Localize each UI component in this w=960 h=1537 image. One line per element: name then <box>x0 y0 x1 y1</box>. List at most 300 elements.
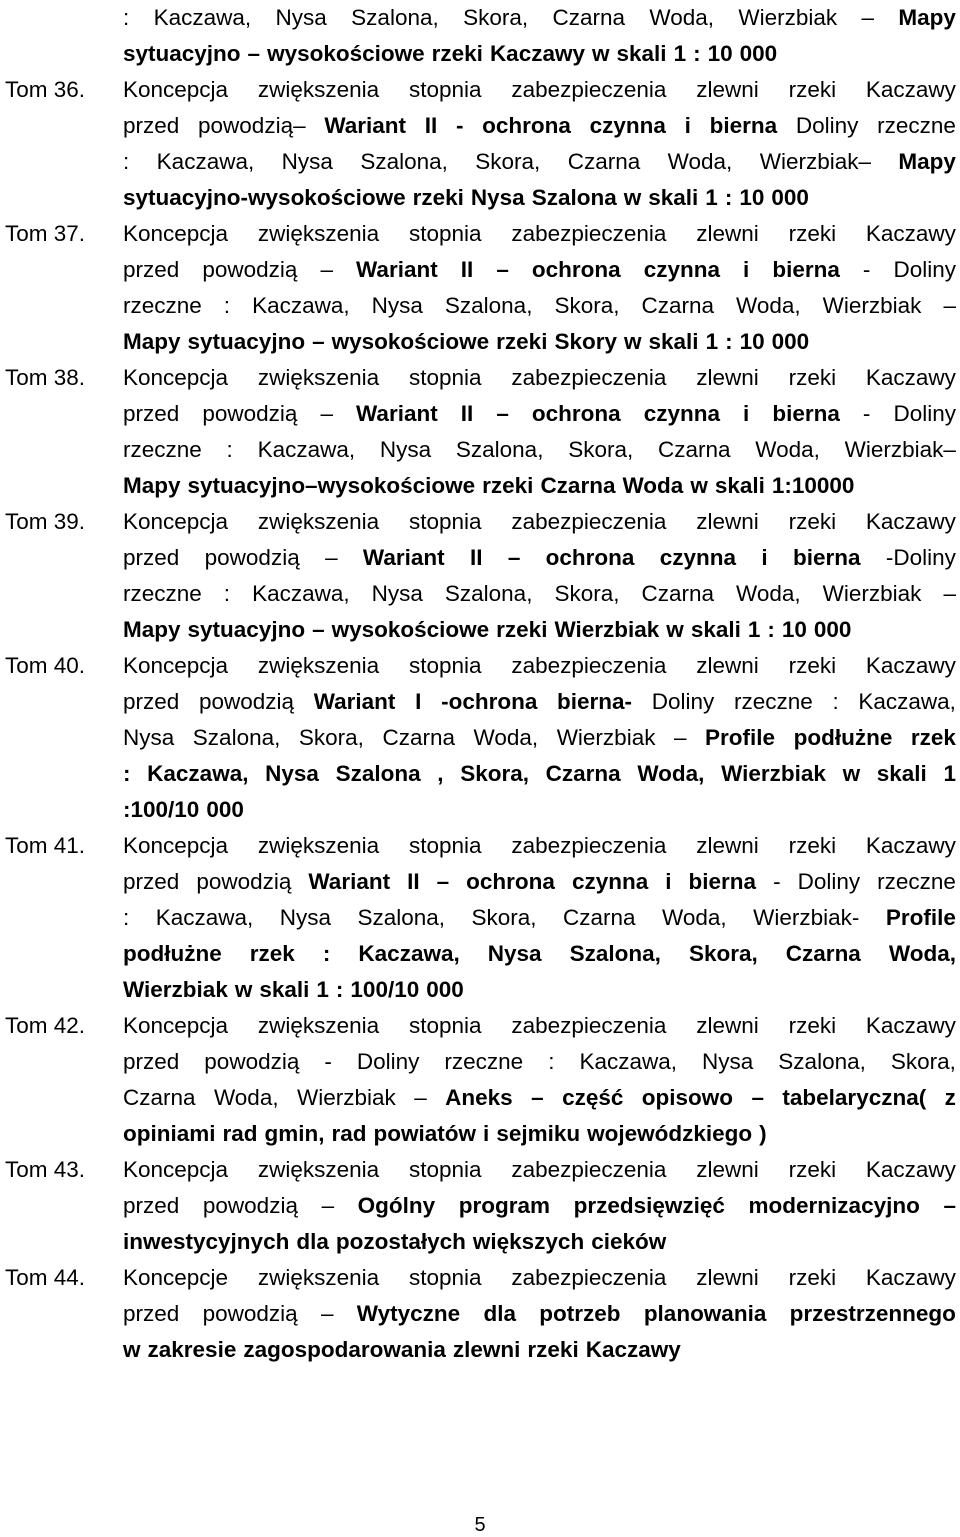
word: – <box>414 1085 427 1110</box>
word: sytuacyjno <box>187 329 306 354</box>
word: Skora, <box>568 437 634 462</box>
word: stopnia <box>408 833 482 858</box>
word: Wierzbiak– <box>759 149 871 174</box>
word: rzeki <box>412 185 464 210</box>
volume-text <box>123 396 956 432</box>
word: Kaczawy <box>865 221 956 246</box>
volume-text <box>123 1296 956 1332</box>
word: zakresie <box>147 1337 237 1362</box>
volume-text <box>123 612 956 648</box>
word: gmin, <box>264 1121 325 1146</box>
word: Woda, <box>637 761 705 786</box>
document-line <box>0 1188 960 1224</box>
word: Szalona, <box>357 905 446 930</box>
word: zagospodarowania <box>243 1337 446 1362</box>
word: Nysa <box>123 725 175 750</box>
word: i <box>665 869 672 894</box>
word: czynna <box>643 401 720 426</box>
word: powodzią <box>202 1193 298 1218</box>
word: Koncepcja <box>123 833 229 858</box>
word: Kaczawa, <box>858 689 956 714</box>
volume-text <box>123 792 956 828</box>
word: - <box>862 257 871 282</box>
word: skali <box>616 41 667 66</box>
word: – <box>312 329 325 354</box>
word: przed <box>123 1193 180 1218</box>
word: stopnia <box>408 365 482 390</box>
word: Skora, <box>890 1049 956 1074</box>
word: Skora, <box>298 725 364 750</box>
word: Skora, <box>471 905 537 930</box>
word: Kaczawy <box>865 653 956 678</box>
word: skali <box>876 761 927 786</box>
word: bierna <box>793 545 861 570</box>
word: ochrona <box>482 113 571 138</box>
word: 10 <box>739 329 765 354</box>
word: powodzią <box>202 401 298 426</box>
word: powodzią <box>196 869 292 894</box>
document-line <box>0 288 960 324</box>
word: Kaczawy <box>865 1157 956 1182</box>
word: rzeki <box>788 1013 837 1038</box>
word: Nysa <box>279 905 332 930</box>
word: - <box>773 869 781 894</box>
word: rzeki <box>788 221 837 246</box>
word: Woda, <box>213 1085 279 1110</box>
word: II <box>469 545 483 570</box>
word: skali <box>648 329 699 354</box>
word: Kaczawy <box>489 41 585 66</box>
word: przed <box>123 257 180 282</box>
word: zabezpieczenia <box>511 1157 667 1182</box>
volume-text <box>123 144 956 180</box>
word: Koncepcja <box>123 221 229 246</box>
word: z <box>944 1085 956 1110</box>
word: zwiększenia <box>257 1265 380 1290</box>
word: powodzią <box>204 545 300 570</box>
word: stopnia <box>408 653 482 678</box>
document-line <box>0 1296 960 1332</box>
word: - <box>862 401 871 426</box>
word: rzeki <box>482 473 534 498</box>
word: zwiększenia <box>257 1157 380 1182</box>
volume-text <box>123 936 956 972</box>
word: Mapy <box>898 149 956 174</box>
word: Kaczawy <box>865 365 956 390</box>
document-line <box>0 108 960 144</box>
word: rad <box>222 1121 258 1146</box>
word: i <box>761 545 768 570</box>
volume-text <box>123 1224 956 1260</box>
word: zlewni <box>696 1013 759 1038</box>
word: Wierzbiak <box>556 725 656 750</box>
word: – <box>496 401 509 426</box>
volume-text <box>123 684 956 720</box>
word: 1:10000 <box>771 473 855 498</box>
document-line <box>0 1116 960 1152</box>
word: przed <box>123 1049 180 1074</box>
document-line <box>0 864 960 900</box>
word: rzeczne <box>877 113 956 138</box>
word: i <box>483 1121 490 1146</box>
word: Doliny <box>893 401 956 426</box>
word: zlewni <box>696 1157 759 1182</box>
word: – <box>496 257 509 282</box>
word: – <box>312 617 325 642</box>
word: sytuacyjno <box>187 617 306 642</box>
word: Woda, <box>755 437 820 462</box>
word: przed <box>123 113 180 138</box>
word: zwiększenia <box>257 833 380 858</box>
document-line <box>0 828 960 864</box>
volume-label: Tom 42. <box>5 1013 86 1038</box>
volume-text <box>123 36 956 72</box>
volume-text <box>123 1332 956 1368</box>
volume-text <box>123 1152 956 1188</box>
word: opisowo <box>641 1085 734 1110</box>
word: Nysa <box>470 185 525 210</box>
word: – <box>321 1193 335 1218</box>
volume-text <box>123 1116 956 1152</box>
word: Nysa <box>275 5 327 30</box>
word: Wierzbiak <box>822 293 922 318</box>
word: 1 <box>705 329 719 354</box>
word: Kaczawa, <box>252 293 350 318</box>
word: dla <box>483 1301 516 1326</box>
volume-text <box>123 468 956 504</box>
word: Woda, <box>662 905 727 930</box>
word: Kaczawa, <box>257 437 356 462</box>
word: ochrona <box>545 545 635 570</box>
word: Koncepcja <box>123 653 229 678</box>
word: 000 <box>813 617 852 642</box>
volume-text <box>123 1188 956 1224</box>
word: Kaczawy <box>865 833 956 858</box>
word: rzeczne <box>444 1049 524 1074</box>
word: Mapy <box>123 329 181 354</box>
word: Wierzbiak <box>721 761 826 786</box>
word: : <box>226 437 233 462</box>
word: Szalona <box>335 761 421 786</box>
word: Doliny <box>651 689 715 714</box>
word: rzeczne <box>877 869 956 894</box>
word: Woda, <box>667 149 733 174</box>
word: wysokościowe <box>267 41 425 66</box>
word: stopnia <box>408 77 482 102</box>
volume-text <box>123 504 956 540</box>
word: rzeczne <box>733 689 813 714</box>
word: Aneks <box>445 1085 513 1110</box>
word: Doliny <box>795 113 859 138</box>
word: wojewódzkiego <box>587 1121 753 1146</box>
word: Mapy <box>123 617 181 642</box>
word: Mapy <box>898 5 956 30</box>
word: i <box>743 257 750 282</box>
word: w <box>842 761 861 786</box>
word: powodzią <box>202 257 298 282</box>
word: Nysa <box>265 761 319 786</box>
word: potrzeb <box>539 1301 621 1326</box>
word: Wierzbiak <box>297 1085 396 1110</box>
word: Nysa <box>487 941 542 966</box>
word: Czarna <box>657 437 731 462</box>
word: Wariant <box>356 257 438 282</box>
word: i <box>684 113 691 138</box>
word: ochrona <box>531 257 621 282</box>
document-line <box>0 972 960 1008</box>
word: Woda <box>622 473 684 498</box>
word: , <box>437 761 444 786</box>
word: Czarna <box>641 293 715 318</box>
volume-text <box>123 216 956 252</box>
volume-text <box>123 540 956 576</box>
word: ) <box>759 1121 767 1146</box>
word: 1 <box>705 185 718 210</box>
word: Kaczawa, <box>252 581 350 606</box>
word: czynna <box>571 869 649 894</box>
word: pozostałych <box>335 1229 466 1254</box>
word: – <box>674 725 687 750</box>
word: 10 <box>739 185 765 210</box>
document-line <box>0 1080 960 1116</box>
word: przed <box>123 545 180 570</box>
word: – <box>507 545 521 570</box>
word: w <box>123 1337 141 1362</box>
word: sytuacyjno <box>123 41 241 66</box>
word: czynna <box>643 257 720 282</box>
word: ochrona <box>531 401 621 426</box>
word: stopnia <box>408 221 482 246</box>
word: Skora, <box>688 941 758 966</box>
word: II <box>460 257 474 282</box>
word: - <box>455 113 464 138</box>
word: Kaczawa, <box>155 905 254 930</box>
document-line <box>0 432 960 468</box>
word: Doliny <box>797 869 861 894</box>
word: Koncepcja <box>123 77 229 102</box>
volume-text <box>123 324 956 360</box>
word: :100/10 <box>123 797 200 822</box>
word: Szalona <box>531 185 617 210</box>
word: stopnia <box>408 509 482 534</box>
word: : <box>335 977 344 1002</box>
volume-text <box>123 1044 956 1080</box>
word: zwiększenia <box>257 365 380 390</box>
word: bierna <box>709 113 778 138</box>
word: przed <box>123 689 180 714</box>
document-line <box>0 72 960 108</box>
word: Skora, <box>554 581 620 606</box>
word: stopnia <box>408 1157 482 1182</box>
word: zabezpieczenia <box>511 77 667 102</box>
document-line <box>0 216 960 252</box>
word: w <box>690 473 708 498</box>
volume-text <box>123 720 956 756</box>
volume-label: Tom 37. <box>5 221 86 246</box>
word: planowania <box>643 1301 767 1326</box>
word: w <box>624 329 642 354</box>
document-line <box>0 756 960 792</box>
word: powodzią– <box>198 113 306 138</box>
document-line <box>0 1008 960 1044</box>
word: 000 <box>206 797 244 822</box>
word: Szalona, <box>569 941 661 966</box>
document-line <box>0 252 960 288</box>
volume-text <box>123 0 956 36</box>
word: Kaczawy <box>865 77 956 102</box>
word: 1 <box>747 617 761 642</box>
word: Wierzbiak <box>554 617 660 642</box>
word: w <box>666 617 684 642</box>
word: Szalona, <box>192 725 281 750</box>
word: 1 <box>673 41 687 66</box>
document-line <box>0 1260 960 1296</box>
word: Nysa <box>702 1049 754 1074</box>
word: zabezpieczenia <box>511 509 667 534</box>
word: 100/10 <box>350 977 420 1002</box>
document-line <box>0 468 960 504</box>
word: w <box>234 977 253 1002</box>
word: – <box>247 41 261 66</box>
word: Czarna <box>540 473 616 498</box>
word: zabezpieczenia <box>511 833 667 858</box>
word: stopnia <box>408 1265 482 1290</box>
word: skali <box>648 185 699 210</box>
word: Wariant <box>313 689 396 714</box>
word: rzeki <box>788 509 837 534</box>
word: Skory <box>554 329 617 354</box>
word: Wariant <box>324 113 406 138</box>
word: II <box>460 401 474 426</box>
word: Mapy <box>123 473 181 498</box>
word: powodzią <box>202 1301 298 1326</box>
word: Woda, <box>888 941 956 966</box>
volume-label: Tom 43. <box>5 1157 86 1182</box>
word: powodzią <box>204 1049 300 1074</box>
word: rzeki <box>788 1265 837 1290</box>
document-line <box>0 684 960 720</box>
word: : <box>767 617 775 642</box>
word: skali <box>690 617 741 642</box>
word: przed <box>123 1301 180 1326</box>
word: : <box>123 761 131 786</box>
word: rzeki <box>788 1157 837 1182</box>
word: rad <box>331 1121 367 1146</box>
word: – <box>320 257 333 282</box>
word: Kaczawy <box>865 1265 956 1290</box>
word: 000 <box>739 41 778 66</box>
word: : <box>223 581 231 606</box>
word: : <box>693 41 701 66</box>
word: Wierzbiak <box>123 977 228 1002</box>
volume-label: Tom 39. <box>5 509 86 534</box>
word: Profile <box>885 905 956 930</box>
word: Czarna <box>567 149 641 174</box>
word: zabezpieczenia <box>511 1013 667 1038</box>
word: Czarna <box>785 941 861 966</box>
word: przestrzennego <box>789 1301 956 1326</box>
word: podłużne <box>123 941 222 966</box>
word: większych <box>472 1229 585 1254</box>
word: Czarna <box>641 581 715 606</box>
volume-text <box>123 576 956 612</box>
word: zlewni <box>452 1337 521 1362</box>
word: zwiększenia <box>257 653 380 678</box>
word: zlewni <box>696 221 759 246</box>
document-line <box>0 900 960 936</box>
word: ochrona <box>466 869 555 894</box>
word: Wierzbiak <box>738 5 838 30</box>
word: Szalona, <box>351 5 439 30</box>
word: Nysa <box>371 293 423 318</box>
word: modernizacyjno <box>748 1193 920 1218</box>
word: Koncepcja <box>123 509 229 534</box>
word: wysokościowe <box>331 617 490 642</box>
volume-text <box>123 432 956 468</box>
volume-text <box>123 288 956 324</box>
word: 10 <box>707 41 733 66</box>
word: rzeki <box>527 1337 579 1362</box>
word: Nysa <box>379 437 432 462</box>
volume-label: Tom 38. <box>5 365 86 390</box>
volume-text <box>123 900 956 936</box>
word: opiniami <box>123 1121 216 1146</box>
word: dla <box>296 1229 329 1254</box>
word: Nysa <box>371 581 423 606</box>
word: rzeki <box>788 365 837 390</box>
volume-text <box>123 72 956 108</box>
document-line <box>0 1224 960 1260</box>
volume-text <box>123 108 956 144</box>
volume-text <box>123 1260 956 1296</box>
word: 000 <box>426 977 464 1002</box>
word: rzek <box>249 941 295 966</box>
word: 1 <box>316 977 329 1002</box>
word: – <box>943 581 956 606</box>
word: – <box>861 5 875 30</box>
word: zwiększenia <box>257 509 380 534</box>
word: Woda, <box>473 725 539 750</box>
word: : <box>123 149 130 174</box>
word: Wierzbiak– <box>844 437 956 462</box>
word: rzeki <box>496 617 548 642</box>
word: Wierzbiak <box>822 581 922 606</box>
word: : <box>725 329 733 354</box>
word: zwiększenia <box>257 1013 380 1038</box>
word: Woda, <box>736 581 801 606</box>
word: bierna- <box>557 689 633 714</box>
word: część <box>562 1085 624 1110</box>
volume-text <box>123 972 956 1008</box>
word: Wariant <box>308 869 391 894</box>
word: tabelaryczna( <box>782 1085 927 1110</box>
word: Skora, <box>554 293 620 318</box>
word: – <box>320 401 333 426</box>
word: Koncepcja <box>123 1157 229 1182</box>
document-line <box>0 1152 960 1188</box>
word: Skora, <box>460 761 529 786</box>
word: bierna <box>772 401 840 426</box>
word: zlewni <box>696 1265 759 1290</box>
word: Wytyczne <box>356 1301 461 1326</box>
document-line <box>0 540 960 576</box>
document-line <box>0 936 960 972</box>
word: skali <box>714 473 765 498</box>
word: zlewni <box>696 653 759 678</box>
volume-text <box>123 252 956 288</box>
word: Wierzbiak- <box>753 905 860 930</box>
document-line <box>0 792 960 828</box>
